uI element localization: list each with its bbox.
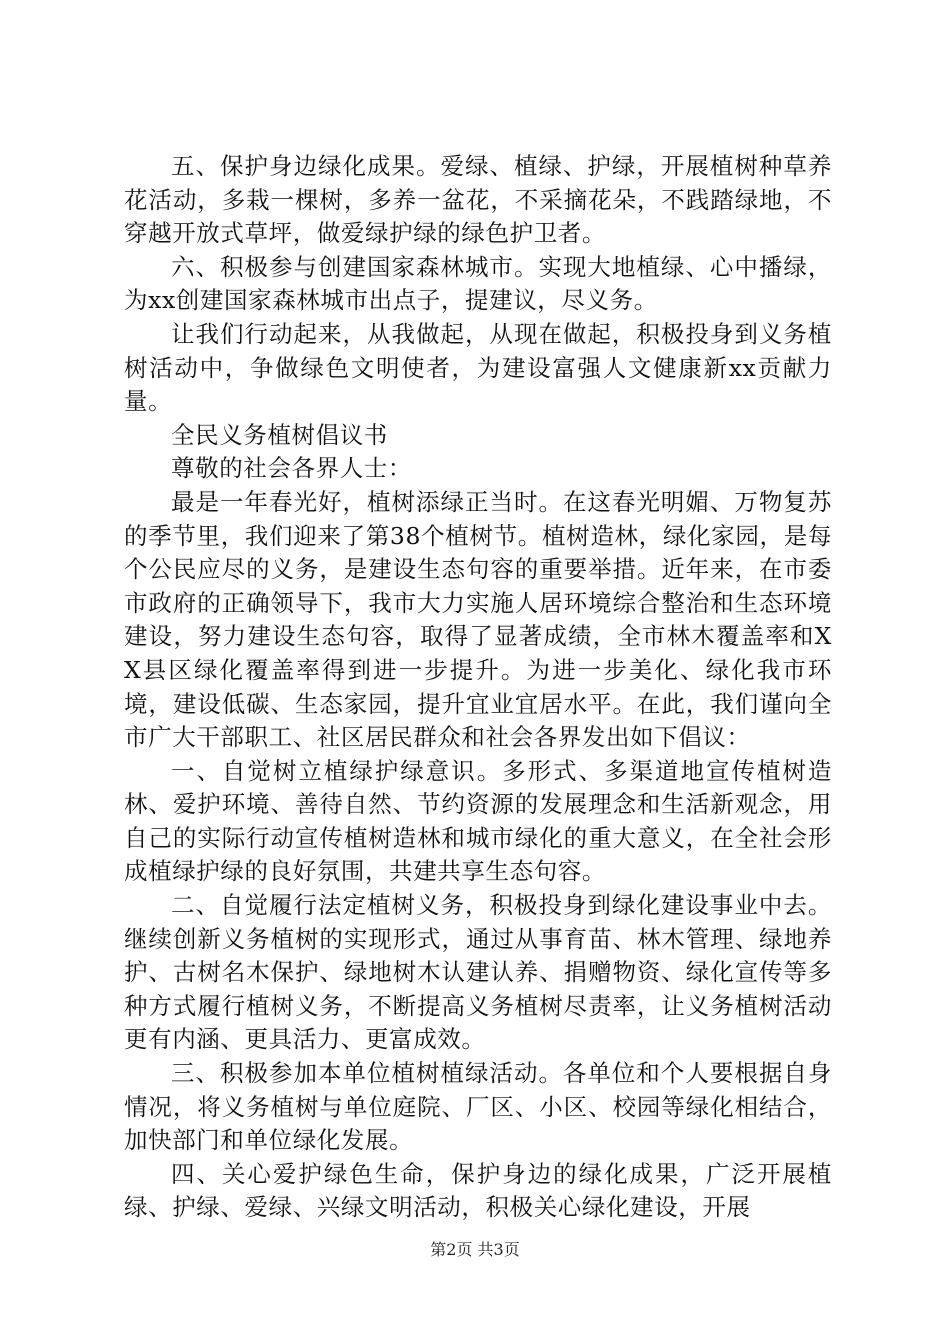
paragraph-item-three: 三、积极参加本单位植树植绿活动。各单位和个人要根据自身情况，将义务植树与单位庭院、厂区、小区、校园等绿化相结合，加快部门和单位绿化发展。 xyxy=(124,1059,832,1155)
paragraph-forest-city: 六、积极参与创建国家森林城市。实现大地植绿、心中播绿，为xx创建国家森林城市出点子，提建议，尽义务。 xyxy=(124,252,832,315)
paragraph-protect-greening: 五、保护身边绿化成果。爱绿、植绿、护绿，开展植树种草养花活动，多栽一棵树，多养一盆花，不采摘花朵，不践踏绿地，不穿越开放式草坪，做爱绿护绿的绿色护卫者。 xyxy=(124,152,832,248)
paragraph-item-one: 一、自觉树立植绿护绿意识。多形式、多渠道地宣传植树造林、爱护环境、善待自然、节约资源的发展理念和生活新观念，用自己的实际行动宣传植树造林和城市绿化的重大意义，在全社会形成植绿护绿的良好氛围，共建共享生态句容。 xyxy=(124,756,832,886)
document-body xyxy=(124,150,832,1225)
paragraph-call-to-action: 让我们行动起来，从我做起，从现在做起，积极投身到义务植树活动中，争做绿色文明使者，为建设富强人文健康新xx贡献力量。 xyxy=(124,319,832,416)
salutation: 尊敬的社会各界人士： xyxy=(171,454,412,483)
document-title: 全民义务植树倡议书 xyxy=(171,420,388,449)
paragraph-item-four: 四、关心爱护绿色生命，保护身边的绿化成果，广泛开展植绿、护绿、爱绿、兴绿文明活动，积极关心绿化建设，开展 xyxy=(124,1159,832,1222)
paragraph-item-two: 二、自觉履行法定植树义务，积极投身到绿化建设事业中去。继续创新义务植树的实现形式，通过从事育苗、林木管理、绿地养护、古树名木保护、绿地树木认建认养、捐赠物资、绿化宣传等多种方式履行植树义务，不断提高义务植树尽责率，让义务植树活动更有内涵、更具活力、更富成效。 xyxy=(124,891,832,1054)
paragraph-introduction: 最是一年春光好，植树添绿正当时。在这春光明媚、万物复苏的季节里，我们迎来了第38个植树节。植树造林，绿化家园，是每个公民应尽的义务，是建设生态句容的重要举措。近年来，在市委市政府的正确领导下，我市大力实施人居环境综合整治和生态环境建设，努力建设生态句容，取得了显著成绩，全市林木覆盖率和XX县区绿化覆盖率得到进一步提升。为进一步美化、绿化我市环境，建设低碳、生态家园，提升宜业宜居水平。在此，我们谨向全市广大干部职工、社区居民群众和社会各界发出如下倡议： xyxy=(124,487,832,752)
page-footer xyxy=(0,1240,950,1260)
page-number: 第2页 共3页 xyxy=(430,1240,520,1259)
